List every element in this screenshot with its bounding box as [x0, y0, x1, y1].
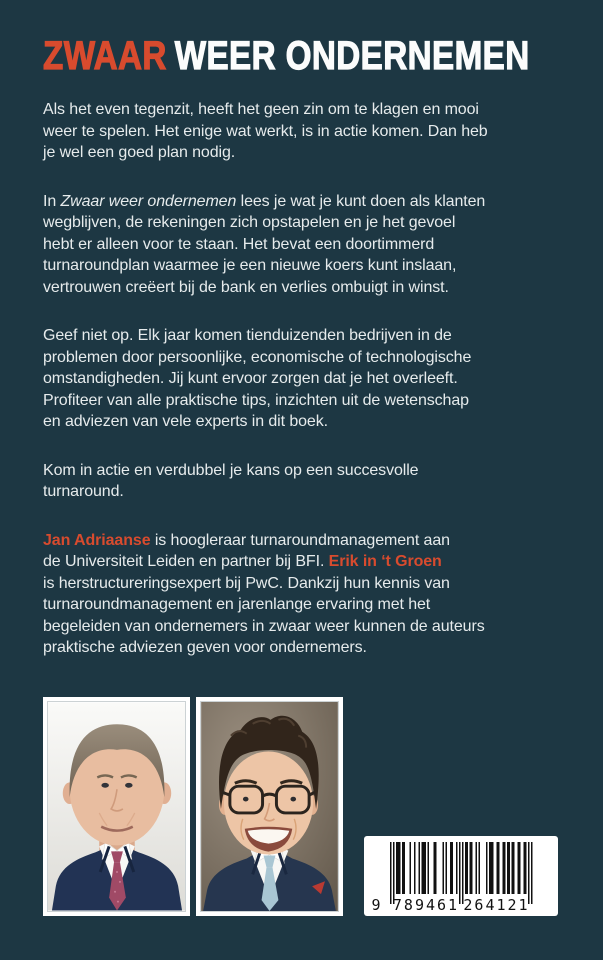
book-title: [43, 36, 603, 76]
book-title-text: [43, 36, 530, 76]
text-segment: Geef niet op. Elk jaar komen tienduizenden bedrijven in de: [43, 327, 452, 344]
title-rest-words: WEER ONDERNEMEN: [174, 34, 530, 78]
isbn-digits: 264121: [463, 896, 530, 914]
text-segment: turnaround.: [43, 483, 124, 500]
text-segment: hebt er alleen voor te staan. Het bevat een doortimmerd: [43, 235, 435, 253]
barcode-bars: [364, 836, 558, 916]
text-segment: begeleiden van ondernemers in zwaar weer kunnen de auteurs: [43, 617, 485, 635]
author-name: Jan Adriaanse: [43, 531, 151, 549]
paragraph: [43, 460, 603, 503]
author-photo-right: [196, 697, 343, 916]
paragraph: [43, 530, 603, 659]
text-segment: Profiteer van alle praktische tips, inzichten uit de wetenschap: [43, 391, 469, 409]
author-photo-left: [43, 697, 190, 916]
book-title-reference: Zwaar weer ondernemen: [60, 192, 237, 210]
text-segment: omstandigheden. Jij kunt ervoor zorgen dat je het overleeft.: [43, 370, 458, 387]
text-segment: weer te spelen. Het enige wat werkt, is in actie komen. Dan heb: [43, 122, 488, 140]
isbn-digits: 789461: [392, 896, 460, 914]
isbn-digits: 9: [371, 896, 383, 914]
title-accent-word: ZWAAR: [43, 34, 167, 78]
isbn-barcode: [364, 836, 558, 916]
text-segment: is hoogleraar turnaroundmanagement aan: [150, 531, 450, 549]
text-segment: vertrouwen creëert bij de bank en verlies ombuigt in winst.: [43, 278, 449, 296]
text-segment: is herstructureringsexpert bij PwC. Dankzij hun kennis van: [43, 574, 450, 592]
author-photos-row: [43, 697, 343, 916]
text-segment: lees je wat je kunt doen als klanten: [236, 192, 486, 210]
text-segment: de Universiteit Leiden en partner bij BFI.: [43, 553, 329, 570]
author-name: Erik in ‘t Groen: [328, 553, 442, 570]
text-segment: turnaroundplan waarmee je een nieuwe koers kunt inslaan,: [43, 257, 457, 274]
paragraph: [43, 191, 603, 299]
back-cover-blurb: [43, 99, 603, 686]
author-portrait-right-illustration: [200, 701, 339, 912]
text-segment: Als het even tegenzit, heeft het geen zin om te klagen en mooi: [43, 101, 479, 118]
text-segment: problemen door persoonlijke, economische of technologische: [43, 348, 472, 366]
paragraph: [43, 99, 603, 164]
text-segment: In: [43, 192, 61, 210]
text-segment: Kom in actie en verdubbel je kans op een succesvolle: [43, 461, 419, 479]
text-segment: turnaroundmanagement en jarenlange ervaring met het: [43, 596, 431, 613]
text-segment: praktische adviezen geven voor ondernemers.: [43, 639, 367, 656]
author-portrait-left-illustration: [47, 701, 186, 912]
paragraph: [43, 325, 603, 433]
text-segment: en adviezen van vele experts in dit boek.: [43, 413, 328, 430]
text-segment: je wel een goed plan nodig.: [43, 144, 236, 161]
text-segment: wegblijven, de rekeningen zich opstapelen en je het gevoel: [43, 214, 456, 231]
